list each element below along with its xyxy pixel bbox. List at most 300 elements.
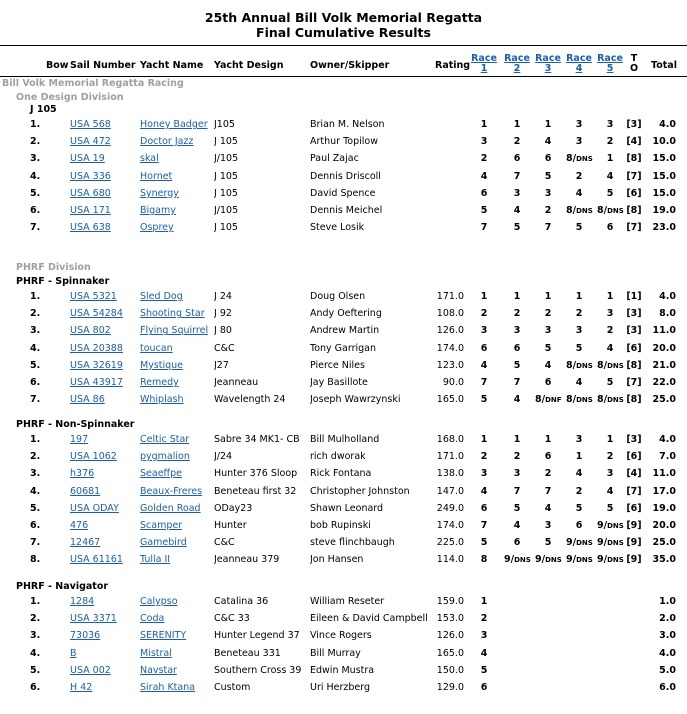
race-1-score: 2 — [480, 153, 488, 165]
race-5-score: 6 — [606, 222, 614, 234]
title-line-1: 25th Annual Bill Volk Memorial Regatta — [204, 10, 483, 25]
race-5-score: 2 — [606, 451, 614, 463]
yacht-design: Hunter Legend 37 — [214, 630, 300, 642]
throwout-score: [4] — [626, 136, 642, 148]
yacht-design: J/105 — [214, 153, 239, 165]
table-row — [0, 359, 687, 373]
bow-position: 1. — [30, 291, 41, 302]
owner-skipper: Brian M. Nelson — [310, 119, 385, 130]
bow-position: 6. — [30, 520, 41, 531]
yacht-design: J105 — [214, 119, 235, 130]
sail-number-link[interactable]: USA 638 — [70, 222, 111, 234]
sail-number-link[interactable]: USA 86 — [70, 394, 105, 406]
throwout-score: [8] — [626, 153, 642, 165]
owner-skipper: Andrew Martin — [310, 325, 380, 337]
race-4-score: 8/DNS — [566, 153, 593, 165]
bow-position: 7. — [30, 394, 41, 406]
yacht-design: Catalina 36 — [214, 596, 269, 607]
race-4-score: 6 — [575, 520, 583, 531]
total-score: 23.0 — [652, 222, 676, 234]
race-number: 2 — [513, 63, 521, 74]
total-score: 35.0 — [652, 554, 676, 566]
race-5-score: 3 — [606, 468, 614, 480]
race-1-score: 7 — [480, 377, 488, 388]
owner-skipper: Dennis Meichel — [310, 205, 383, 216]
yacht-design: Jeanneau 379 — [214, 554, 280, 566]
throwout-score: [9] — [626, 537, 642, 549]
yacht-name-link[interactable]: Flying Squirrel — [140, 325, 209, 337]
total-score: 2.0 — [659, 613, 676, 625]
owner-skipper: William Reseter — [310, 596, 385, 607]
race-3-score: 6 — [544, 451, 552, 463]
race-3-score: 9/DNS — [535, 554, 562, 566]
race-1-score: 5 — [480, 537, 488, 549]
race-word: Race — [566, 53, 592, 64]
sail-number-link[interactable]: USA 54284 — [70, 308, 123, 320]
owner-skipper: bob Rupinski — [310, 520, 371, 531]
race-1-score: 1 — [480, 596, 488, 607]
race-5-score: 4 — [606, 485, 614, 497]
total-score: 1.0 — [659, 596, 676, 607]
throwout-score: [6] — [626, 502, 642, 514]
race-2-score: 4 — [513, 205, 521, 216]
sail-number-link[interactable]: USA 568 — [70, 119, 111, 130]
throwout-score: [3] — [626, 119, 642, 130]
group-name: J 105 — [30, 104, 57, 115]
total-score: 7.0 — [659, 451, 676, 463]
sail-number-link[interactable]: 1284 — [70, 596, 95, 607]
throwout-score: [9] — [626, 520, 642, 531]
race-1-score: 1 — [480, 291, 488, 302]
race-2-score: 3 — [513, 187, 521, 199]
sail-number-link[interactable]: USA 19 — [70, 153, 105, 165]
race-3-score: 5 — [544, 170, 552, 182]
race-3-score: 1 — [544, 434, 552, 445]
total-score: 22.0 — [652, 377, 676, 388]
race-2-score: 6 — [513, 342, 521, 354]
race-5-score: 2 — [606, 136, 614, 148]
yacht-name-link[interactable]: Bigamy — [140, 205, 176, 216]
total-score: 3.0 — [659, 630, 676, 642]
sail-number-link[interactable]: USA 43917 — [70, 377, 123, 388]
yacht-name-link[interactable]: pygmalion — [140, 451, 190, 463]
race-2-score: 5 — [513, 502, 521, 514]
table-row — [0, 553, 687, 567]
race-2-score: 5 — [513, 359, 521, 371]
owner-skipper: Bill Murray — [310, 647, 361, 659]
yacht-name-link[interactable]: Osprey — [140, 222, 174, 234]
bow-position: 6. — [30, 682, 41, 693]
race-2-score: 2 — [513, 451, 521, 463]
division-name: One Design Division — [16, 92, 124, 103]
total-score: 15.0 — [652, 170, 676, 182]
sail-number-link[interactable]: USA 680 — [70, 187, 111, 199]
race-2-score: 9/DNS — [504, 554, 531, 566]
yacht-name-link[interactable]: Synergy — [140, 187, 179, 199]
owner-skipper: Arthur Topilow — [310, 136, 378, 148]
bow-position: 1. — [30, 119, 41, 130]
yacht-design: Beneteau 331 — [214, 647, 281, 659]
col-header-owner: Owner/Skipper — [310, 60, 390, 71]
bow-position: 1. — [30, 434, 41, 445]
rating: 129.0 — [436, 682, 464, 693]
race-1-score: 1 — [480, 434, 488, 445]
race-1-score: 5 — [480, 205, 488, 216]
race-1-score: 5 — [480, 664, 488, 676]
bow-position: 5. — [30, 359, 41, 371]
race-3-score: 4 — [544, 502, 552, 514]
event-name: Bill Volk Memorial Regatta Racing — [2, 78, 184, 89]
race-5-score: 4 — [606, 342, 614, 354]
race-5-score: 5 — [606, 377, 614, 388]
yacht-design: Southern Cross 39 — [214, 664, 302, 676]
col-header-throwout — [628, 54, 640, 74]
yacht-name-link[interactable]: Sirah Ktana — [140, 682, 196, 693]
yacht-design: C&C — [214, 342, 235, 354]
rating: 123.0 — [436, 359, 464, 371]
sail-number-link[interactable]: USA 336 — [70, 170, 111, 182]
total-score: 15.0 — [652, 153, 676, 165]
yacht-name-link[interactable]: Navstar — [140, 664, 177, 676]
yacht-name-link[interactable]: Celtic Star — [140, 434, 190, 445]
throwout-score: [6] — [626, 342, 642, 354]
race-3-score: 2 — [544, 468, 552, 480]
race-4-score: 4 — [575, 377, 583, 388]
sail-number-link[interactable]: USA 5321 — [70, 291, 117, 302]
sail-number-link[interactable]: 60681 — [70, 485, 101, 497]
bow-position: 1. — [30, 596, 41, 607]
table-row — [0, 450, 687, 464]
yacht-design: J/24 — [214, 451, 233, 463]
race-1-score: 2 — [480, 308, 488, 320]
total-score: 19.0 — [652, 502, 676, 514]
race-1-score: 8 — [480, 554, 488, 566]
race-4-score: 8/DNS — [566, 394, 593, 406]
race-3-header-link[interactable] — [535, 54, 561, 74]
owner-skipper: David Spence — [310, 187, 376, 199]
bow-position: 7. — [30, 537, 41, 549]
total-score: 10.0 — [652, 136, 676, 148]
race-1-score: 5 — [480, 394, 488, 406]
bow-position: 2. — [30, 451, 41, 463]
race-word: Race — [535, 53, 561, 64]
table-row — [0, 664, 687, 678]
race-4-score: 8/DNS — [566, 205, 593, 216]
yacht-name-link[interactable]: Honey Badger — [140, 119, 208, 130]
throwout-score: [8] — [626, 359, 642, 371]
race-5-score: 9/DNS — [597, 537, 624, 549]
yacht-design: ODay23 — [214, 502, 253, 514]
rating: 174.0 — [436, 520, 464, 531]
sail-number-link[interactable]: USA 002 — [70, 664, 111, 676]
col-header-design: Yacht Design — [214, 60, 284, 71]
bow-position: 5. — [30, 502, 41, 514]
owner-skipper: Edwin Mustra — [310, 664, 375, 676]
table-row — [0, 647, 687, 661]
table-row — [0, 485, 687, 499]
race-2-score: 1 — [513, 434, 521, 445]
table-row — [0, 536, 687, 550]
table-row — [0, 681, 687, 695]
bow-position: 5. — [30, 664, 41, 676]
owner-skipper: Christopher Johnston — [310, 485, 410, 497]
sail-number-link[interactable]: USA 20388 — [70, 342, 123, 354]
rating: 147.0 — [436, 485, 464, 497]
rating: 249.0 — [436, 502, 464, 514]
race-3-score: 6 — [544, 153, 552, 165]
total-score: 6.0 — [659, 682, 676, 693]
throwout-score: [8] — [626, 394, 642, 406]
race-3-score: 3 — [544, 520, 552, 531]
race-5-score: 3 — [606, 119, 614, 130]
header-divider — [0, 45, 687, 46]
rating: 174.0 — [436, 342, 464, 354]
race-3-score: 7 — [544, 485, 552, 497]
total-score: 4.0 — [659, 119, 676, 130]
sail-number-link[interactable]: 12467 — [70, 537, 101, 549]
race-1-score: 2 — [480, 451, 488, 463]
race-5-score: 5 — [606, 502, 614, 514]
yacht-design: C&C 33 — [214, 613, 250, 625]
race-2-score: 5 — [513, 222, 521, 234]
race-2-score: 1 — [513, 119, 521, 130]
race-5-score: 9/DNS — [597, 554, 624, 566]
rating: 126.0 — [436, 630, 464, 642]
race-1-score: 3 — [480, 468, 488, 480]
rating: 150.0 — [436, 664, 464, 676]
race-1-score: 4 — [480, 647, 488, 659]
sail-number-link[interactable]: USA 32619 — [70, 359, 123, 371]
owner-skipper: Jon Hansen — [310, 554, 364, 566]
table-row — [0, 467, 687, 481]
rating: 165.0 — [436, 647, 464, 659]
yacht-design: Beneteau first 32 — [214, 485, 297, 497]
race-5-score: 1 — [606, 291, 614, 302]
race-4-score: 5 — [575, 502, 583, 514]
rating: 126.0 — [436, 325, 464, 337]
yacht-name-link[interactable]: Doctor Jazz — [140, 136, 194, 148]
yacht-name-link[interactable]: Tulla II — [140, 554, 171, 566]
yacht-design: Custom — [214, 682, 251, 693]
total-score: 20.0 — [652, 342, 676, 354]
race-number: 3 — [544, 63, 552, 74]
throwout-score: [9] — [626, 554, 642, 566]
group-name: PHRF - Navigator — [16, 581, 109, 592]
bow-position: 4. — [30, 170, 41, 182]
race-5-score: 8/DNS — [597, 205, 624, 216]
race-1-score: 2 — [480, 613, 488, 625]
race-3-score: 1 — [544, 119, 552, 130]
sail-number-link[interactable]: USA ODAY — [70, 502, 119, 514]
race-4-score: 2 — [575, 170, 583, 182]
yacht-name-link[interactable]: Scamper — [140, 520, 183, 531]
race-3-score: 4 — [544, 359, 552, 371]
yacht-name-link[interactable]: Sled Dog — [140, 291, 183, 302]
yacht-design: J27 — [214, 359, 229, 371]
total-score: 17.0 — [652, 485, 676, 497]
yacht-name-link[interactable]: SERENITY — [140, 630, 187, 642]
bow-position: 6. — [30, 205, 41, 216]
race-5-header-link[interactable] — [597, 54, 623, 74]
owner-skipper: Steve Losik — [310, 222, 365, 234]
yacht-design: Sabre 34 MK1- CB — [214, 434, 300, 445]
rating: 171.0 — [436, 451, 464, 463]
race-4-score: 3 — [575, 136, 583, 148]
race-2-score: 3 — [513, 468, 521, 480]
race-2-score: 7 — [513, 485, 521, 497]
race-3-score: 7 — [544, 222, 552, 234]
yacht-design: Wavelength 24 — [214, 394, 286, 406]
total-score: 4.0 — [659, 647, 676, 659]
race-word: Race — [597, 53, 623, 64]
yacht-design: J 92 — [214, 308, 232, 320]
rating: 165.0 — [436, 394, 464, 406]
total-score: 21.0 — [652, 359, 676, 371]
race-word: Race — [471, 53, 497, 64]
race-number: 5 — [606, 63, 614, 74]
race-2-score: 6 — [513, 537, 521, 549]
yacht-name-link[interactable]: Remedy — [140, 377, 179, 388]
yacht-name-link[interactable]: toucan — [140, 342, 173, 354]
yacht-name-link[interactable]: Mistral — [140, 647, 172, 659]
race-3-score: 2 — [544, 205, 552, 216]
race-5-score: 2 — [606, 325, 614, 337]
race-5-score: 3 — [606, 308, 614, 320]
owner-skipper: Uri Herzberg — [310, 682, 371, 693]
header-divider-bottom — [0, 76, 687, 77]
total-score: 5.0 — [659, 664, 676, 676]
race-1-score: 6 — [480, 682, 488, 693]
sail-number-link[interactable]: h376 — [70, 468, 95, 480]
race-4-score: 2 — [575, 485, 583, 497]
yacht-name-link[interactable]: Beaux-Freres — [140, 485, 203, 497]
col-header-yacht: Yacht Name — [140, 60, 204, 71]
race-3-score: 3 — [544, 325, 552, 337]
race-5-score: 1 — [606, 434, 614, 445]
race-1-header-link[interactable] — [471, 54, 497, 74]
table-row — [0, 152, 687, 166]
race-4-score: 4 — [575, 187, 583, 199]
yacht-name-link[interactable]: Mystique — [140, 359, 184, 371]
rating: 153.0 — [436, 613, 464, 625]
bow-position: 3. — [30, 468, 41, 480]
sail-number-link[interactable]: H 42 — [70, 682, 93, 693]
race-2-score: 4 — [513, 520, 521, 531]
race-4-score: 3 — [575, 325, 583, 337]
bow-position: 6. — [30, 377, 41, 388]
bow-position: 3. — [30, 153, 41, 165]
bow-position: 8. — [30, 554, 41, 566]
sail-number-link[interactable]: 476 — [70, 520, 89, 531]
total-score: 4.0 — [659, 434, 676, 445]
race-2-score: 7 — [513, 170, 521, 182]
throwout-score: [8] — [626, 205, 642, 216]
race-2-header-link[interactable] — [504, 54, 530, 74]
yacht-name-link[interactable]: Seaeffpe — [140, 468, 182, 480]
title-line-2: Final Cumulative Results — [256, 25, 431, 40]
owner-skipper: Paul Zajac — [310, 153, 359, 165]
bow-position: 4. — [30, 342, 41, 354]
race-5-score: 1 — [606, 153, 614, 165]
sail-number-link[interactable]: B — [70, 647, 77, 659]
yacht-design: J 105 — [214, 136, 238, 148]
yacht-design: Hunter — [214, 520, 247, 531]
yacht-name-link[interactable]: Calypso — [140, 596, 178, 607]
sail-number-link[interactable]: 73036 — [70, 630, 101, 642]
race-2-score: 7 — [513, 377, 521, 388]
owner-skipper: Bill Mulholland — [310, 434, 380, 445]
table-row — [0, 376, 687, 390]
yacht-name-link[interactable]: skal — [140, 153, 159, 165]
total-score: 11.0 — [652, 325, 676, 337]
sail-number-link[interactable]: USA 472 — [70, 136, 111, 148]
group-name: PHRF - Spinnaker — [16, 276, 110, 287]
throwout-score: [3] — [626, 325, 642, 337]
yacht-design: Hunter 376 Sloop — [214, 468, 298, 480]
yacht-design: J 105 — [214, 170, 238, 182]
yacht-name-link[interactable]: Whiplash — [140, 394, 184, 406]
rating: 225.0 — [436, 537, 464, 549]
race-4-score: 5 — [575, 222, 583, 234]
race-4-score: 3 — [575, 434, 583, 445]
sail-number-link[interactable]: USA 802 — [70, 325, 111, 337]
race-1-score: 6 — [480, 342, 488, 354]
race-2-score: 3 — [513, 325, 521, 337]
yacht-design: J 80 — [214, 325, 232, 337]
throwout-score: [3] — [626, 434, 642, 445]
bow-position: 2. — [30, 136, 41, 148]
yacht-design: Jeanneau — [214, 377, 259, 388]
table-row — [0, 612, 687, 626]
yacht-design: C&C — [214, 537, 235, 549]
yacht-name-link[interactable]: Hornet — [140, 170, 173, 182]
total-score: 20.0 — [652, 520, 676, 531]
col-header-total: Total — [651, 60, 677, 71]
sail-number-link[interactable]: USA 3371 — [70, 613, 117, 625]
race-2-score: 1 — [513, 291, 521, 302]
race-3-score: 2 — [544, 308, 552, 320]
yacht-design: J 105 — [214, 222, 238, 234]
owner-skipper: Doug Olsen — [310, 291, 366, 302]
bow-position: 4. — [30, 647, 41, 659]
yacht-name-link[interactable]: Golden Road — [140, 502, 201, 514]
division-name: PHRF Division — [16, 262, 91, 273]
throwout-score: [7] — [626, 222, 642, 234]
total-score: 25.0 — [652, 537, 676, 549]
race-2-score: 2 — [513, 308, 521, 320]
sail-number-link[interactable]: USA 171 — [70, 205, 111, 216]
yacht-name-link[interactable]: Coda — [140, 613, 165, 625]
owner-skipper: Tony Garrigan — [310, 342, 377, 354]
throwout-score: [7] — [626, 485, 642, 497]
owner-skipper: Vince Rogers — [310, 630, 372, 642]
sail-number-link[interactable]: USA 61161 — [70, 554, 123, 566]
sail-number-link[interactable]: USA 1062 — [70, 451, 117, 463]
rating: 168.0 — [436, 434, 464, 445]
owner-skipper: Eileen & David Campbell — [310, 613, 428, 625]
yacht-name-link[interactable]: Shooting Star — [140, 308, 205, 320]
race-4-score: 9/DNS — [566, 537, 593, 549]
table-row — [0, 629, 687, 643]
race-4-header-link[interactable] — [566, 54, 592, 74]
owner-skipper: Shawn Leonard — [310, 502, 384, 514]
yacht-name-link[interactable]: Gamebird — [140, 537, 187, 549]
race-5-score: 8/DNS — [597, 359, 624, 371]
table-row — [0, 187, 687, 201]
race-2-score: 4 — [513, 394, 521, 406]
sail-number-link[interactable]: 197 — [70, 434, 89, 445]
total-score: 15.0 — [652, 187, 676, 199]
